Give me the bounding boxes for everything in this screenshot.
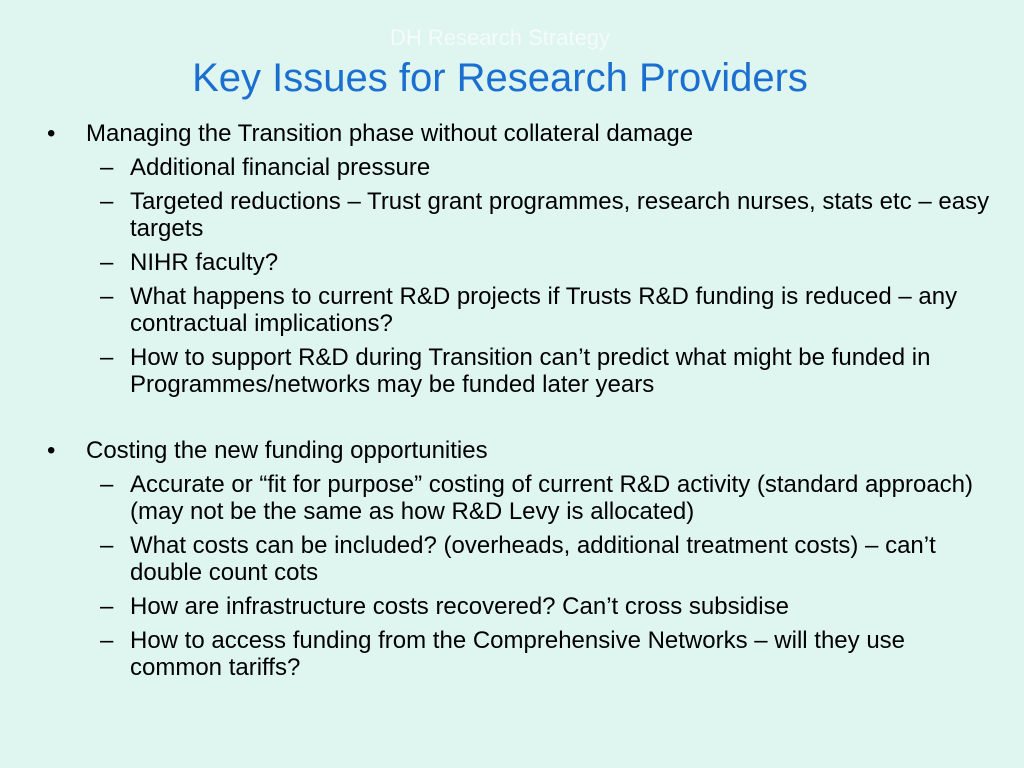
- sub-item: [98, 471, 1004, 525]
- bullet-item: [44, 437, 1004, 464]
- sub-item: [98, 593, 1004, 620]
- bullet-item: [44, 120, 1004, 147]
- bullet-text: Managing the Transition phase without collateral damage: [86, 120, 694, 147]
- sub-text: What happens to current R&D projects if Trusts R&D funding is reduced – any contractual implications?: [130, 283, 958, 337]
- bullet-marker: •: [47, 437, 56, 464]
- bullet-marker: •: [47, 120, 56, 147]
- sub-item: [98, 283, 1004, 337]
- sub-marker: –: [100, 532, 114, 559]
- sub-item: [98, 154, 1004, 181]
- sub-marker: –: [100, 344, 114, 371]
- sub-item: [98, 188, 1004, 242]
- sub-item: [98, 249, 1004, 276]
- sub-list: [98, 154, 1004, 398]
- sub-marker: –: [100, 154, 114, 181]
- sub-marker: –: [100, 249, 114, 276]
- sub-marker: –: [100, 471, 114, 498]
- sub-text: Additional financial pressure: [130, 154, 431, 181]
- slide-title: Key Issues for Research Providers: [192, 56, 808, 100]
- sub-marker: –: [100, 188, 114, 215]
- slide-subtitle: DH Research Strategy: [389, 25, 611, 50]
- slide-content: [44, 120, 1004, 688]
- sub-text: Accurate or “fit for purpose” costing of current R&D activity (standard approach) (may not be the same as how R&D Levy is allocated): [130, 471, 974, 525]
- sub-text: How to support R&D during Transition can’t predict what might be funded in Programmes/networks may be funded later years: [130, 344, 931, 398]
- sub-text: How are infrastructure costs recovered? Can’t cross subsidise: [130, 593, 789, 620]
- sub-text: Targeted reductions – Trust grant programmes, research nurses, stats etc – easy targets: [130, 188, 990, 242]
- sub-item: [98, 532, 1004, 586]
- sub-text: What costs can be included? (overheads, additional treatment costs) – can’t double count cots: [130, 532, 936, 586]
- sub-item: [98, 627, 1004, 681]
- sub-list: [98, 471, 1004, 681]
- sub-text: How to access funding from the Comprehensive Networks – will they use common tariffs?: [130, 627, 906, 681]
- sub-marker: –: [100, 593, 114, 620]
- sub-marker: –: [100, 627, 114, 654]
- section-gap: [44, 405, 1004, 437]
- bullet-text: Costing the new funding opportunities: [86, 437, 488, 464]
- sub-item: [98, 344, 1004, 398]
- sub-text: NIHR faculty?: [130, 249, 279, 276]
- sub-marker: –: [100, 283, 114, 310]
